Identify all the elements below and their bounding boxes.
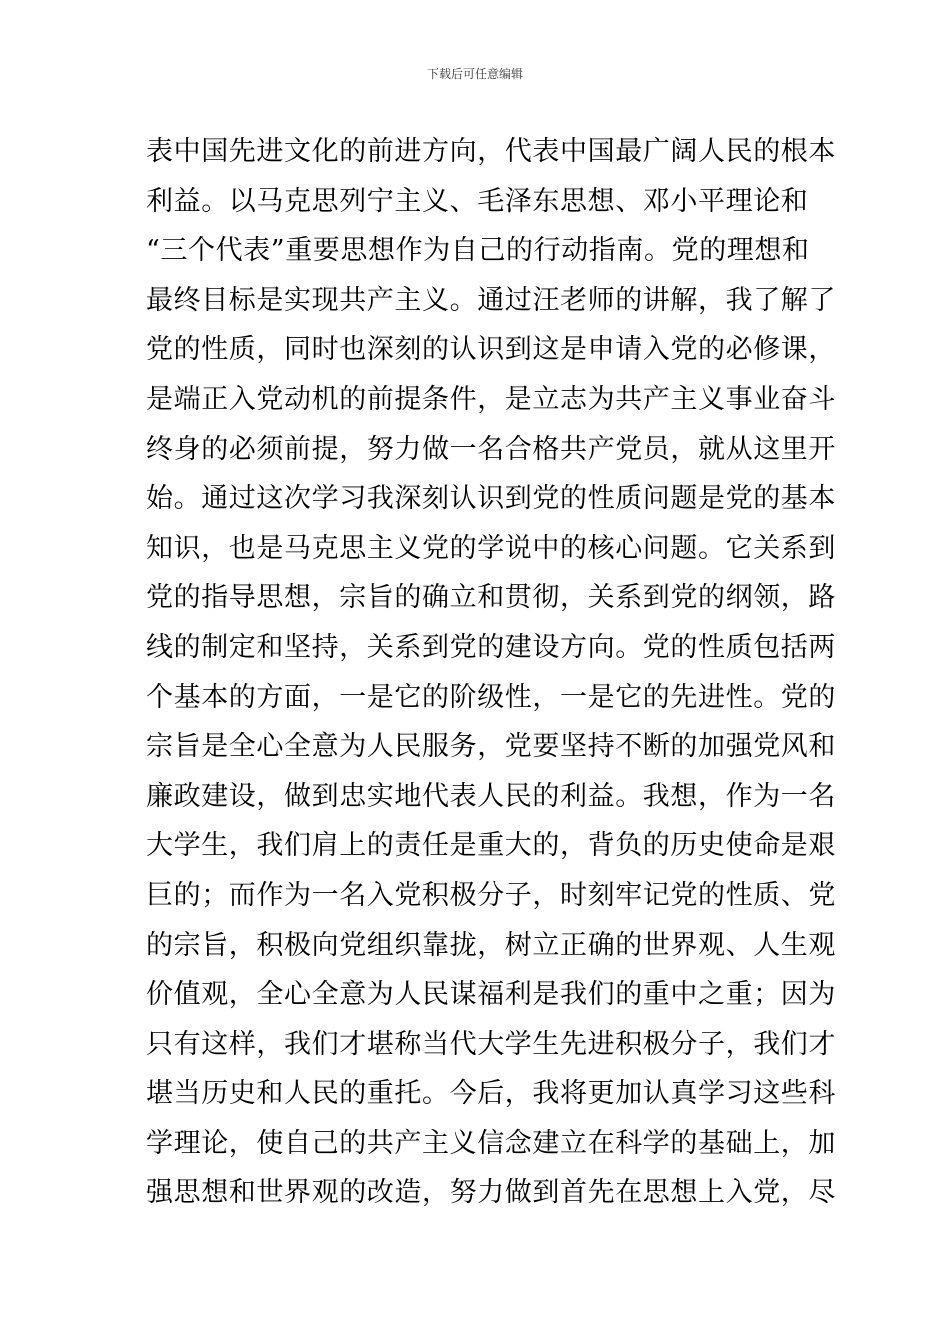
text-line: 终身的必须前提，努力做一名合格共产党员，就从这里开 [146, 433, 836, 465]
text-line: 廉政建设，做到忠实地代表人民的利益。我想，作为一名 [146, 780, 836, 812]
text-line: 堪当历史和人民的重托。今后，我将更加认真学习这些科 [146, 1078, 836, 1110]
text-line: 利益。以马克思列宁主义、毛泽东思想、邓小平理论和 [146, 185, 809, 217]
header-note: 下载后可任意编辑 [426, 67, 523, 81]
text-line: 党的指导思想，宗旨的确立和贯彻，关系到党的纲领，路 [146, 582, 836, 614]
text-line: 巨的；而作为一名入党积极分子，时刻牢记党的性质、党 [146, 879, 836, 911]
text-line: 宗旨是全心全意为人民服务，党要坚持不断的加强党风和 [146, 731, 836, 763]
text-line: 党的性质，同时也深刻的认识到这是申请入党的必修课， [146, 334, 836, 366]
text-line: 个基本的方面，一是它的阶级性，一是它的先进性。党的 [146, 681, 836, 713]
text-line: “三个代表”重要思想作为自己的行动指南。党的理想和 [146, 235, 810, 267]
text-line: 知识，也是马克思主义党的学说中的核心问题。它关系到 [146, 532, 836, 564]
text-line: 始。通过这次学习我深刻认识到党的性质问题是党的基本 [146, 483, 836, 515]
text-line: 的宗旨，积极向党组织靠拢，树立正确的世界观、人生观 [146, 929, 836, 961]
text-line: 只有这样，我们才堪称当代大学生先进积极分子，我们才 [146, 1028, 836, 1060]
text-line: 大学生，我们肩上的责任是重大的，背负的历史使命是艰 [146, 830, 836, 862]
text-line: 最终目标是实现共产主义。通过汪老师的讲解，我了解了 [146, 284, 836, 316]
text-line: 学理论，使自己的共产主义信念建立在科学的基础上，加 [146, 1127, 836, 1159]
body-paragraph [146, 127, 836, 1218]
text-line: 价值观，全心全意为人民谋福利是我们的重中之重；因为 [146, 979, 836, 1011]
text-line: 线的制定和坚持，关系到党的建设方向。党的性质包括两 [146, 631, 836, 663]
text-line: 表中国先进文化的前进方向，代表中国最广阔人民的根本 [146, 136, 836, 167]
text-line: 强思想和世界观的改造，努力做到首先在思想上入党，尽 [146, 1177, 836, 1209]
text-line: 是端正入党动机的前提条件，是立志为共产主义事业奋斗 [146, 383, 836, 415]
